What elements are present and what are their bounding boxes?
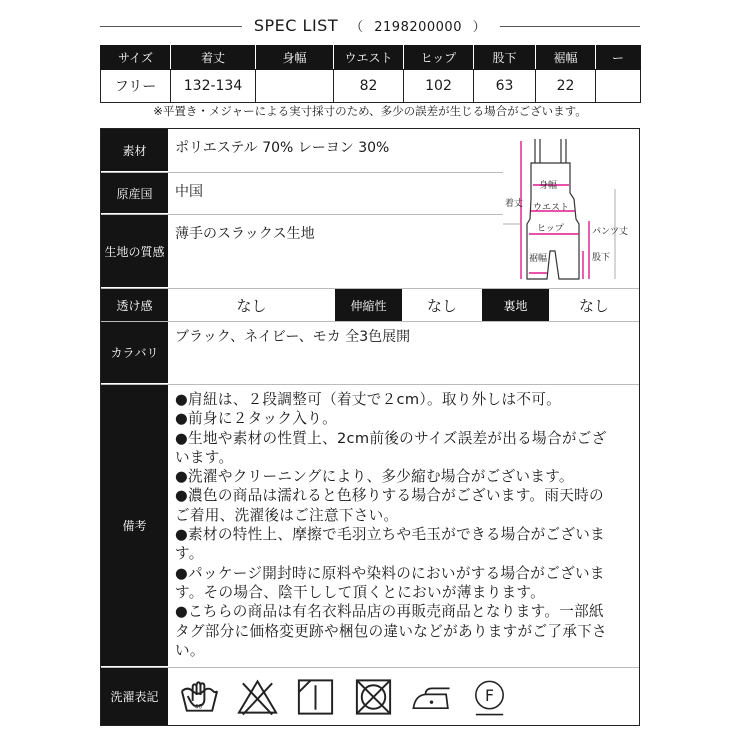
overall-diagram-illustration [503,129,640,287]
sheer-stretch-lining-row [101,289,639,322]
no-bleach-icon [236,677,279,717]
lining-value: なし [578,296,609,315]
remark-line: ●肩紐は、２段調整可（着丈で２cm）。取り外しは不可。 [175,391,562,408]
care-icons [168,668,639,725]
size-header-cell: ー [596,46,641,70]
remarks-list [168,385,639,667]
diagram-waist-label: ウエスト [533,203,570,213]
origin-row [101,173,503,215]
material-label: 素材 [101,129,168,172]
no-tumble-dry-icon [352,677,395,717]
origin-label: 原産国 [101,173,168,214]
iron-low-icon [410,677,453,717]
spec-list-header [100,14,640,40]
size-header-cell: サイズ [101,46,171,70]
remark-line: ご着用、洗濯後はご注意下さい。 [175,506,399,524]
material-row [101,129,503,173]
remark-line: ●生地や素材の性質上、2cm前後のサイズ誤差が出る場合がござ [175,429,607,447]
lining-label: 裏地 [482,289,549,321]
remark-line: す。その場合、陰干しして頂くとにおいが薄まります。 [175,583,546,601]
remark-line: い。 [175,641,205,659]
spec-table [100,128,640,726]
remark-line: ●洗濯やクリーニングにより、多少縮む場合がございます。 [175,468,574,486]
origin-value: 中国 [175,184,203,200]
remark-line: ●素材の特性上、摩擦で毛羽立ちや毛玉ができる場合がございま [175,526,606,544]
diagram-inseam-label: 股下 [592,253,611,263]
size-table [100,45,641,103]
sheer-label: 透け感 [101,289,168,321]
size-cell: 22 [536,70,596,103]
remark-line: ●前身に２タック入り。 [175,410,337,428]
diagram-length-label: 着丈 [505,199,524,209]
hand-wash-icon [178,677,221,717]
colors-row [101,322,639,385]
stretch-label: 伸縮性 [335,289,402,321]
size-table-header [101,46,641,70]
title-label: SPEC LIST [248,16,344,35]
colors-label: カラバリ [101,322,168,384]
size-header-cell: 裾幅 [536,46,596,70]
material-value: ポリエステル 70% レーヨン 30% [175,140,390,156]
texture-value: 薄手のスラックス生地 [175,226,315,242]
remark-line: います。 [175,448,234,466]
colors-value: ブラック、ネイビー、モカ 全3色展開 [175,329,411,345]
diagram-hem-label: 裾幅 [529,254,548,264]
diagram-hip-label: ヒップ [537,224,564,234]
remark-line: タグ部分に価格変更跡や梱包の違いなどがありますがご了承下さ [175,622,607,640]
remark-line: ●パッケージ開封時に原料や染料のにおいがする場合がございま [175,564,605,582]
size-header-cell: 身幅 [256,46,334,70]
diagram-pants-length-label: パンツ丈 [592,227,629,237]
diagram-width-label: 身幅 [539,181,558,191]
care-row [101,668,639,725]
size-table-row [101,70,641,103]
size-cell: 132-134 [171,70,256,103]
size-cell [256,70,334,103]
remarks-row [101,385,639,668]
size-header-cell: 股下 [474,46,536,70]
dry-clean-f-icon [468,677,511,717]
product-code: 2198200000 [368,20,468,35]
remark-line: す。 [175,545,204,563]
size-cell: フリー [101,70,171,103]
remark-line: ●こちらの商品は有名衣料品店の再販売商品となります。一部紙 [175,603,604,621]
size-cell [596,70,641,103]
dry-clean-text: F [485,685,494,705]
size-cell: 82 [334,70,404,103]
stretch-value: なし [426,296,457,315]
remark-line: ●濃色の商品は濡れると色移りする場合がございます。雨天時の [175,487,604,505]
care-label: 洗濯表記 [101,668,168,725]
texture-row [101,215,503,287]
measurement-note: ※平置き・メジャーによる実寸採寸のため、多少の誤差が生じる場合がございます。 [153,104,587,118]
spec-top-block [101,129,639,289]
remarks-label: 備考 [101,385,168,667]
size-header-cell: ウエスト [334,46,404,70]
sheer-value: なし [236,296,267,315]
wash-temp-text: 40 [194,704,203,711]
size-header-cell: ヒップ [404,46,474,70]
size-cell: 63 [474,70,536,103]
texture-label: 生地の質感 [101,215,168,287]
size-header-cell: 着丈 [171,46,256,70]
line-dry-shade-icon [294,677,337,717]
title: SPEC LIST （ 2198200000 ） [100,14,640,40]
measurement-diagram [503,129,639,288]
size-cell: 102 [404,70,474,103]
